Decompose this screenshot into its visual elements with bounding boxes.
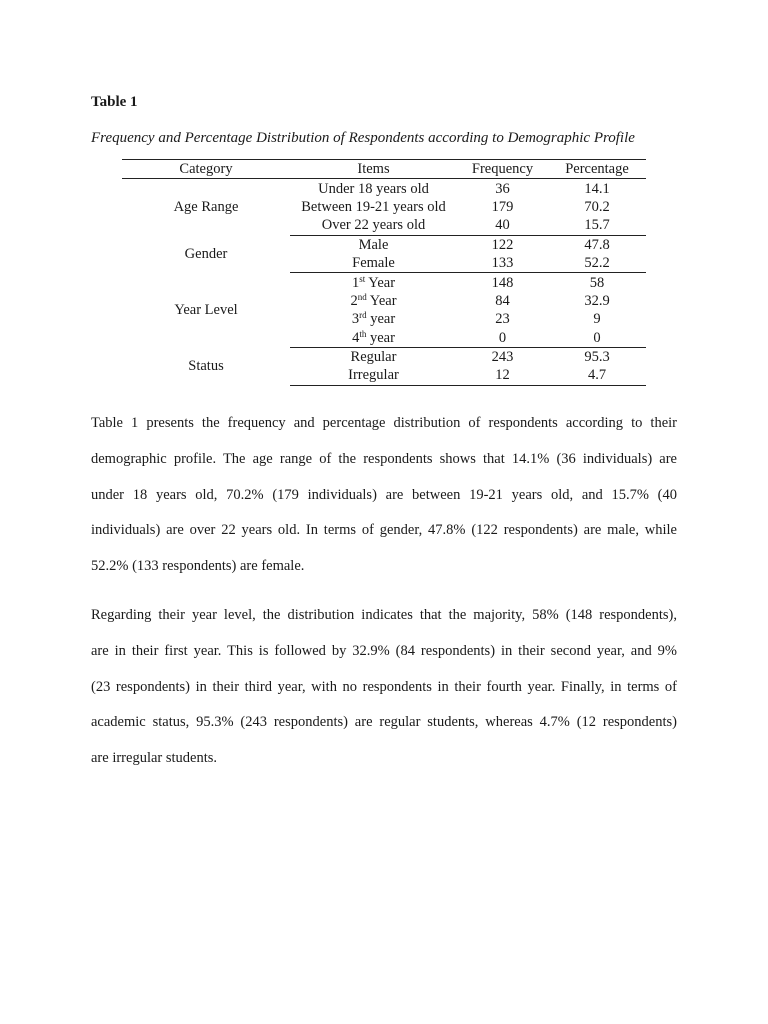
item-number: 2 <box>350 292 358 309</box>
table-row <box>122 273 646 292</box>
item-cell <box>290 310 457 328</box>
percentage-cell: 0 <box>548 329 646 348</box>
frequency-cell: 148 <box>491 274 514 291</box>
item-ordinal-suffix: nd <box>357 291 367 302</box>
item-cell <box>290 292 457 310</box>
item-number: 4 <box>352 329 360 346</box>
paragraph-line: under 18 years old, 70.2% (179 individuals) are between 19-21 years old, and 15.7% (40 <box>91 486 677 503</box>
frequency-cell: 36 <box>495 180 510 197</box>
frequency-cell: 133 <box>457 254 548 273</box>
frequency-cell: 122 <box>491 236 514 253</box>
category-cell: Year Level <box>174 302 238 319</box>
demographic-table <box>122 159 646 386</box>
paragraph-line: are in their first year. This is followed by 32.9% (84 respondents) in their second year, and 9% <box>91 642 677 659</box>
paragraph-line: Table 1 presents the frequency and percentage distribution of respondents according to their <box>91 415 677 431</box>
item-text: year <box>366 329 395 346</box>
header-frequency: Frequency <box>457 160 548 179</box>
item-cell: Irregular <box>290 366 457 385</box>
percentage-cell: 32.9 <box>584 292 610 309</box>
item-cell: Regular <box>350 349 397 366</box>
group-status <box>122 347 646 385</box>
frequency-cell: 12 <box>457 366 548 385</box>
item-cell: Under 18 years old <box>318 180 429 197</box>
header-items: Items <box>290 160 457 179</box>
group-age-range <box>122 179 646 235</box>
item-ordinal-suffix: st <box>359 273 366 284</box>
item-cell <box>290 329 457 348</box>
paragraph-line: are irregular students. <box>91 750 218 767</box>
percentage-cell: 52.2 <box>548 254 646 273</box>
item-cell <box>290 273 457 292</box>
item-text: Year <box>366 292 397 309</box>
item-number: 1 <box>351 274 360 291</box>
percentage-cell: 14.1 <box>584 180 610 197</box>
table-caption: Frequency and Percentage Distribution of Respondents according to Demographic Profile <box>91 130 635 146</box>
paragraph-line: individuals) are over 22 years old. In terms of gender, 47.8% (122 respondents) are male, while <box>91 522 677 539</box>
frequency-cell: 243 <box>491 349 514 366</box>
table-label: Table 1 <box>91 94 138 110</box>
paragraph-line: 52.2% (133 respondents) are female. <box>91 558 305 575</box>
category-cell: Gender <box>184 245 228 262</box>
item-text: Year <box>365 274 396 291</box>
frequency-cell: 84 <box>495 292 510 309</box>
item-text: year <box>366 311 396 328</box>
frequency-cell: 23 <box>495 311 510 328</box>
frequency-cell: 40 <box>457 216 548 235</box>
paragraph-line: Regarding their year level, the distribution indicates that the majority, 58% (148 respondents), <box>91 607 677 623</box>
percentage-cell: 9 <box>593 311 601 328</box>
item-ordinal-suffix: rd <box>359 310 367 321</box>
frequency-cell: 179 <box>491 198 514 215</box>
item-ordinal-suffix: th <box>359 328 367 339</box>
item-number: 3 <box>351 311 360 328</box>
item-cell: Over 22 years old <box>290 216 457 235</box>
percentage-cell: 70.2 <box>584 198 610 215</box>
item-cell: Between 19-21 years old <box>301 198 446 215</box>
table-header-row <box>122 160 646 179</box>
group-year-level <box>122 273 646 348</box>
frequency-cell: 0 <box>457 329 548 348</box>
paragraph-summary-1 <box>91 406 677 585</box>
table-row <box>122 179 646 198</box>
item-cell: Female <box>290 254 457 273</box>
paragraph-summary-2 <box>91 598 677 777</box>
category-cell: Age Range <box>173 199 239 216</box>
paragraph-line: academic status, 95.3% (243 respondents) are regular students, whereas 4.7% (12 respondents) <box>91 714 677 731</box>
percentage-cell: 95.3 <box>584 349 610 366</box>
item-cell: Male <box>358 236 389 253</box>
percentage-cell: 15.7 <box>548 216 646 235</box>
header-category: Category <box>122 160 290 179</box>
paragraph-line: (23 respondents) in their third year, with no respondents in their fourth year. Finally, in terms of <box>91 678 677 695</box>
table-row <box>122 347 646 366</box>
category-cell: Status <box>188 358 224 375</box>
group-gender <box>122 235 646 273</box>
percentage-cell: 58 <box>589 274 605 291</box>
percentage-cell: 47.8 <box>584 236 610 253</box>
paragraph-line: demographic profile. The age range of the respondents shows that 14.1% (36 individuals) are <box>91 450 677 467</box>
header-percentage: Percentage <box>548 160 646 179</box>
table-row <box>122 235 646 254</box>
percentage-cell: 4.7 <box>548 366 646 385</box>
